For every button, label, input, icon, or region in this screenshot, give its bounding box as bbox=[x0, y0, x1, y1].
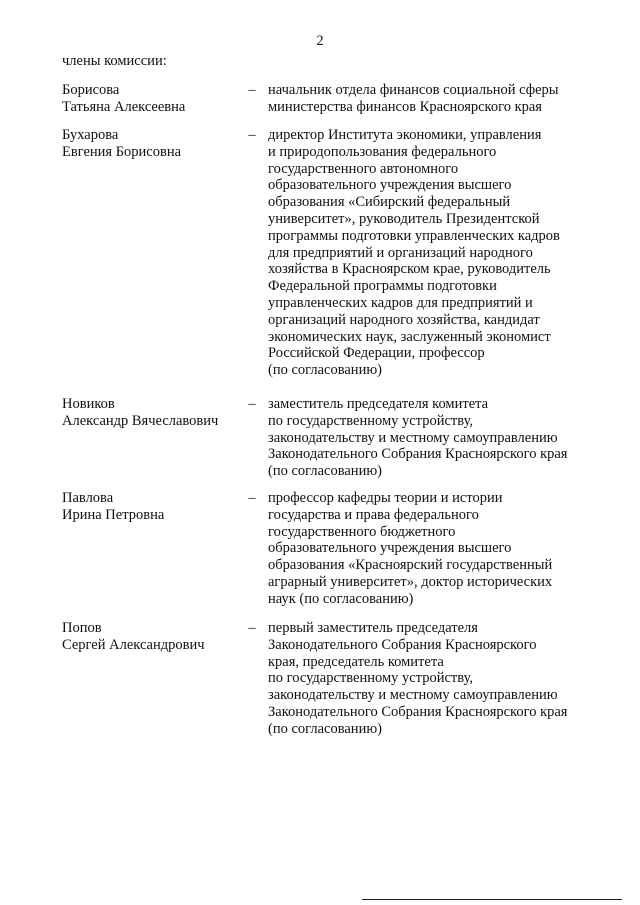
member-name bbox=[62, 82, 242, 116]
role-line: университет», руководитель Президентской bbox=[268, 210, 540, 227]
member-role bbox=[268, 127, 598, 379]
role-line: заместитель председателя комитета bbox=[268, 396, 489, 412]
member-role bbox=[268, 82, 598, 116]
footer-rule bbox=[362, 899, 622, 900]
role-line: управленческих кадров для предприятий и bbox=[268, 294, 533, 311]
member-name bbox=[62, 127, 242, 161]
member-name bbox=[62, 490, 242, 524]
role-line: программы подготовки управленческих кадров bbox=[268, 227, 560, 244]
role-line: образовательного учреждения высшего bbox=[268, 540, 512, 557]
role-line: Законодательного Собрания Красноярского bbox=[268, 636, 537, 653]
role-line: Законодательного Собрания Красноярского края bbox=[268, 703, 568, 720]
member-surname: Бухарова bbox=[62, 127, 119, 143]
member-role bbox=[268, 396, 598, 480]
role-line: (по согласованию) bbox=[268, 362, 382, 379]
role-line: министерства финансов Красноярского края bbox=[268, 98, 542, 115]
role-line: образования «Красноярский государственный bbox=[268, 557, 553, 574]
member-surname: Борисова bbox=[62, 82, 120, 98]
role-line: государственного автономного bbox=[268, 160, 459, 177]
role-line: Федеральной программы подготовки bbox=[268, 278, 497, 295]
role-line: Российской Федерации, профессор bbox=[268, 345, 485, 362]
role-line: образовательного учреждения высшего bbox=[268, 177, 512, 194]
member-surname: Попов bbox=[62, 620, 102, 636]
member-dash: – bbox=[248, 396, 256, 412]
member-name bbox=[62, 396, 242, 430]
role-line: (по согласованию) bbox=[268, 720, 382, 737]
member-given-names: Александр Вячеславович bbox=[62, 412, 219, 429]
role-line: для предприятий и организаций народного bbox=[268, 244, 533, 261]
member-role bbox=[268, 620, 598, 738]
role-line: начальник отдела финансов социальной сферы bbox=[268, 82, 559, 98]
role-line: законодательству и местному самоуправлению bbox=[268, 687, 558, 704]
role-line: наук (по согласованию) bbox=[268, 590, 414, 607]
role-line: организаций народного хозяйства, кандидат bbox=[268, 311, 540, 328]
member-given-names: Ирина Петровна bbox=[62, 506, 165, 523]
role-line: законодательству и местному самоуправлению bbox=[268, 429, 558, 446]
role-line: и природопользования федерального bbox=[268, 143, 497, 160]
role-line: директор Института экономики, управления bbox=[268, 127, 542, 143]
role-line: образования «Сибирский федеральный bbox=[268, 194, 511, 211]
role-line: экономических наук, заслуженный экономист bbox=[268, 328, 551, 345]
role-line: по государственному устройству, bbox=[268, 670, 473, 687]
role-line: Законодательного Собрания Красноярского края bbox=[268, 446, 568, 463]
role-line: (по согласованию) bbox=[268, 463, 382, 480]
role-line: по государственному устройству, bbox=[268, 412, 473, 429]
member-surname: Новиков bbox=[62, 396, 115, 412]
role-line: профессор кафедры теории и истории bbox=[268, 490, 503, 506]
member-dash: – bbox=[248, 620, 256, 636]
member-dash: – bbox=[248, 490, 256, 506]
role-line: государственного бюджетного bbox=[268, 523, 456, 540]
member-role bbox=[268, 490, 598, 608]
role-line: аграрный университет», доктор исторических bbox=[268, 573, 553, 590]
member-given-names: Сергей Александрович bbox=[62, 636, 205, 653]
member-surname: Павлова bbox=[62, 490, 114, 506]
member-given-names: Евгения Борисовна bbox=[62, 143, 182, 160]
member-dash: – bbox=[248, 82, 256, 98]
section-title: члены комиссии: bbox=[62, 53, 167, 69]
role-line: хозяйства в Красноярском крае, руководитель bbox=[268, 261, 551, 278]
member-name bbox=[62, 620, 242, 654]
role-line: первый заместитель председателя bbox=[268, 620, 478, 636]
role-line: края, председатель комитета bbox=[268, 653, 444, 670]
member-dash: – bbox=[248, 127, 256, 143]
role-line: государства и права федерального bbox=[268, 506, 479, 523]
member-given-names: Татьяна Алексеевна bbox=[62, 98, 186, 115]
page-number: 2 bbox=[316, 33, 324, 49]
